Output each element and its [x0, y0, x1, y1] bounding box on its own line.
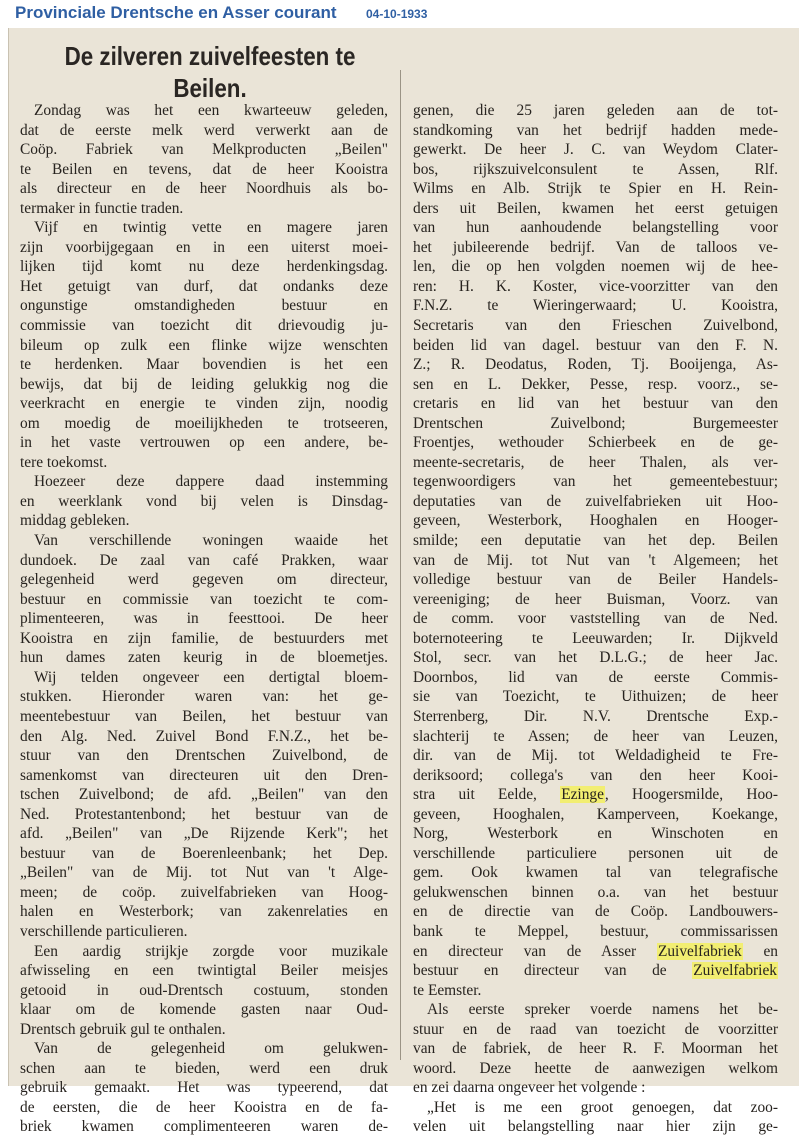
article-column-right [413, 101, 778, 1137]
article-line: stuur van den Drentschen Zuivelbond, de [20, 747, 388, 765]
article-line: volledige bestuur van de Beiler Handels- [413, 571, 778, 589]
article-line: middag gebleken. [20, 512, 130, 530]
article-column-left [20, 101, 388, 1137]
article-line: sen en L. Dekker, Pesse, resp. voorz., se- [413, 375, 778, 393]
article-line: genen, die 25 jaren geleden aan de tot- [413, 102, 778, 119]
article-line: te Eemster. [413, 981, 482, 999]
article-line: schen aan te bieden, werd een druk [20, 1059, 388, 1077]
article-line: termaker in functie traden. [20, 199, 184, 217]
article-line: Hoezeer deze dappere daad instemming [34, 473, 388, 491]
article-line: plimenteeren, was in feesttooi. De heer [20, 610, 388, 628]
article-line: gem. Ook kwamen tal van telegrafische [413, 864, 778, 882]
article-line: verschillende particuliere personen uit de [413, 844, 778, 862]
article-line: samenkomst van directeuren uit den Dren- [20, 766, 388, 784]
article-line: meen; de coöp. zuivelfabrieken van Hoog- [20, 883, 388, 901]
headline-line-1: De zilveren zuivelfeesten te [64, 41, 356, 71]
article-line: dat de eerste melk werd verwerkt aan de [20, 121, 388, 139]
article-line: bestuur van de Boerenleenbank; het Dep. [20, 844, 388, 862]
article-line: Het getuigt van durf, dat ondanks deze [20, 277, 388, 295]
article-line: de comm. voor vaststelling van de Ned. [413, 610, 778, 628]
article-line: Doornbos, lid van de eerste Commis- [413, 668, 778, 686]
article-line: verschillende particulieren. [20, 922, 188, 940]
article-line: Van de gelegenheid om gelukwen- [34, 1040, 388, 1058]
article-line: gewerkt. De heer J. C. van Weydom Clater- [413, 141, 778, 159]
article-line: stuur en de raad van toezicht de voorzitter [413, 1020, 778, 1038]
article-line: gebruik gemaakt. Het was typeerend, dat [20, 1079, 388, 1097]
article-line: stra uit Eelde, Ezinge, Hoogersmilde, Hoo- [413, 786, 778, 804]
highlighted-word: Zuivelfabriek [657, 942, 742, 960]
article-line: getooid in oud-Drentsch costuum, stonden [20, 981, 388, 999]
article-line: beiden lid van dagel. bestuur van den F. N. [413, 336, 778, 354]
article-line: Stol, secr. van het D.L.G.; de heer Jac. [413, 649, 778, 667]
article-line: en zei daarna ongeveer het volgende : [413, 1079, 646, 1097]
article-line: hun dames zaten keurig in de bloemetjes. [20, 649, 388, 667]
article-line: commissie van toezicht dit drievoudig ju- [20, 317, 388, 335]
article-line: geveen, Westerbork, Hooghalen en Hooger- [413, 512, 778, 530]
article-line: bestuur en directeur van de Zuivelfabriek [413, 962, 777, 980]
article-line: van de fabriek, de heer R. F. Moorman het [413, 1040, 778, 1058]
article-line: om moedig de moeilijkheden te trotseeren, [20, 414, 388, 432]
article-headline [55, 40, 365, 104]
article-line: de eersten, die de heer Kooistra en de fa- [20, 1098, 388, 1116]
article-line: Norg, Westerbork en Winschoten en [413, 825, 778, 843]
article-line: Froentjes, wethouder Schierbeek en de ge- [413, 434, 778, 452]
article-line: ren: H. K. Koster, vice-voorzitter van den [413, 277, 778, 295]
article-line: meentebestuur van Beilen, het bestuur van [20, 707, 388, 725]
article-line: Drentsch gebruik gul te onthalen. [20, 1020, 226, 1038]
article-line: tschen Zuivelbond; de afd. „Beilen" van den [20, 786, 388, 804]
highlighted-word: Zuivelfabriek [693, 962, 777, 980]
article-line: len, die op hen volgden noemen wij de hee- [413, 258, 778, 276]
article-line: ongunstige omstandigheden bestuur en [20, 297, 388, 315]
article-line: gelukwenschen binnen o.a. van het bestuur [413, 883, 778, 901]
article-line: woord. Deze heette de aanwezigen welkom [413, 1059, 778, 1077]
publication-title: Provinciale Drentsche en Asser courant [15, 3, 337, 22]
article-line: ders uit Beilen, kwamen het eerst getuigen [413, 199, 778, 217]
article-line: stukken. Hieronder waren van: het ge- [20, 688, 388, 706]
article-line: dir. van de Mij. tot Weldadigheid te Fre- [413, 747, 778, 765]
article-line: zijn voorbijgegaan en in een uiterst moei- [20, 238, 388, 256]
article-line: van de Mij. tot Nut van 't Algemeen; het [413, 551, 778, 569]
article-line: klaar om de komende gasten naar Oud- [20, 1001, 388, 1019]
article-line: het jubileerende bedrijf. Van de talloos ve- [413, 238, 778, 256]
article-line: tere toekomst. [20, 453, 108, 471]
article-line: Een aardig strijkje zorgde voor muzikale [34, 942, 388, 960]
article-line: en weerklank vond bij velen is Dinsdag- [20, 492, 388, 510]
article-line: lijken tijd komt nu deze herdenkingsdag. [20, 258, 388, 276]
article-line: te Beilen en tevens, dat de heer Kooistra [20, 160, 388, 178]
article-line: afwisseling en een twintigtal Beiler meisjes [20, 962, 388, 980]
article-line: te herdenken. Maar bovendien is het een [20, 356, 388, 374]
article-line: briek kwamen complimenteeren waren de- [20, 1118, 388, 1136]
article-line: sie van Toezicht, te Uithuizen; de heer [413, 688, 778, 706]
article-line: geveen, Hooghalen, Kamperveen, Koekange, [413, 805, 778, 823]
article-line: meente-secretaris, de heer Thalen, als ver- [413, 453, 778, 471]
article-line: als directeur en de heer Noordhuis als bo- [20, 180, 388, 198]
article-line: Vijf en twintig vette en magere jaren [34, 219, 388, 237]
article-line: bank te Meppel, bestuur, commissarissen [413, 922, 778, 940]
article-line: en de directie van de Coöp. Landbouwers- [413, 903, 778, 921]
article-line: bewijs, dat bij de leiding gelukkig nog die [20, 375, 388, 393]
article-line: Ned. Protestantenbond; het bestuur van de [20, 805, 388, 823]
article-line: Z.; R. Deodatus, Roden, Tj. Booijenga, As- [413, 356, 778, 374]
article-line: Zondag was het een kwarteeuw geleden, [34, 102, 388, 119]
article-line: deriksoord; collega's van den heer Kooi- [413, 766, 778, 784]
article-line: slachterij te Assen; de heer van Leuzen, [413, 727, 778, 745]
article-line: tegenwoordigers van het gemeentebestuur; [413, 473, 778, 491]
article-line: Sterrenberg, Dir. N.V. Drentsche Exp.- [413, 707, 778, 725]
article-line: Als eerste spreker voerde namens het be- [427, 1001, 778, 1019]
article-line: halen en Westerbork; van zakenrelaties en [20, 903, 388, 921]
article-line: deputaties van de zuivelfabrieken uit Hoo- [413, 492, 778, 510]
article-line: bestuur en commissie van toezicht te com- [20, 590, 388, 608]
article-line: velen uit belangstelling naar hier zijn ge- [413, 1118, 778, 1136]
article-line: Kooistra en zijn familie, de bestuurders met [20, 629, 388, 647]
article-line: Wilms en Alb. Strijk te Spier en H. Rein- [413, 180, 778, 198]
article-line: afd. „Beilen" van „De Rijzende Kerk"; het [20, 825, 388, 843]
article-line: Van verschillende woningen waaide het [34, 532, 388, 550]
article-line: cretaris en lid van het bestuur van den [413, 395, 778, 413]
article-line: van hun aanhoudende belangstelling voor [413, 219, 778, 237]
article-line: in het vaste vertrouwen op een andere, be- [20, 434, 388, 452]
article-line: Secretaris van den Frieschen Zuivelbond, [413, 317, 778, 335]
header-bar [0, 0, 800, 28]
column-divider [400, 70, 401, 1060]
article-line: gelegenheid werd gegeven om directeur, [20, 571, 388, 589]
article-line: smilde; een deputatie van het dep. Beilen [413, 532, 778, 550]
article-line: bos, rijkszuivelconsulent te Assen, Rlf. [413, 160, 778, 178]
article-line: Drentschen Zuivelbond; Burgemeester [413, 414, 778, 432]
publication-date: 04-10-1933 [366, 7, 428, 21]
article-line: dundoek. De zaal van café Prakken, waar [20, 551, 388, 569]
article-line: F.N.Z. te Wieringerwaard; U. Kooistra, [413, 297, 778, 315]
highlighted-word: Ezinge [561, 786, 604, 804]
headline-line-2: Beilen. [173, 73, 247, 103]
article-line: standkoming van het bedrijf hadden mede- [413, 121, 778, 139]
article-line: „Het is me een groot genoegen, dat zoo- [427, 1098, 778, 1116]
article-line: „Beilen" van de Mij. tot Nut van 't Alge- [20, 864, 388, 882]
article-line: den Alg. Ned. Zuivel Bond F.N.Z., het be- [20, 727, 388, 745]
article-line: Wij telden ongeveer een dertigtal bloem- [34, 668, 388, 686]
article-line: Coöp. Fabriek van Melkproducten „Beilen" [20, 141, 388, 159]
article-line: vereeniging; de heer Buisman, Voorz. van [413, 590, 778, 608]
article-line: en directeur van de Asser Zuivelfabriek en [413, 942, 778, 960]
article-line: veerkracht en energie te vinden zijn, noodig [20, 395, 388, 413]
article-line: bileum op zulk een flinke wijze wenschten [20, 336, 388, 354]
article-line: boternoteering te Leeuwarden; Ir. Dijkveld [413, 629, 778, 647]
